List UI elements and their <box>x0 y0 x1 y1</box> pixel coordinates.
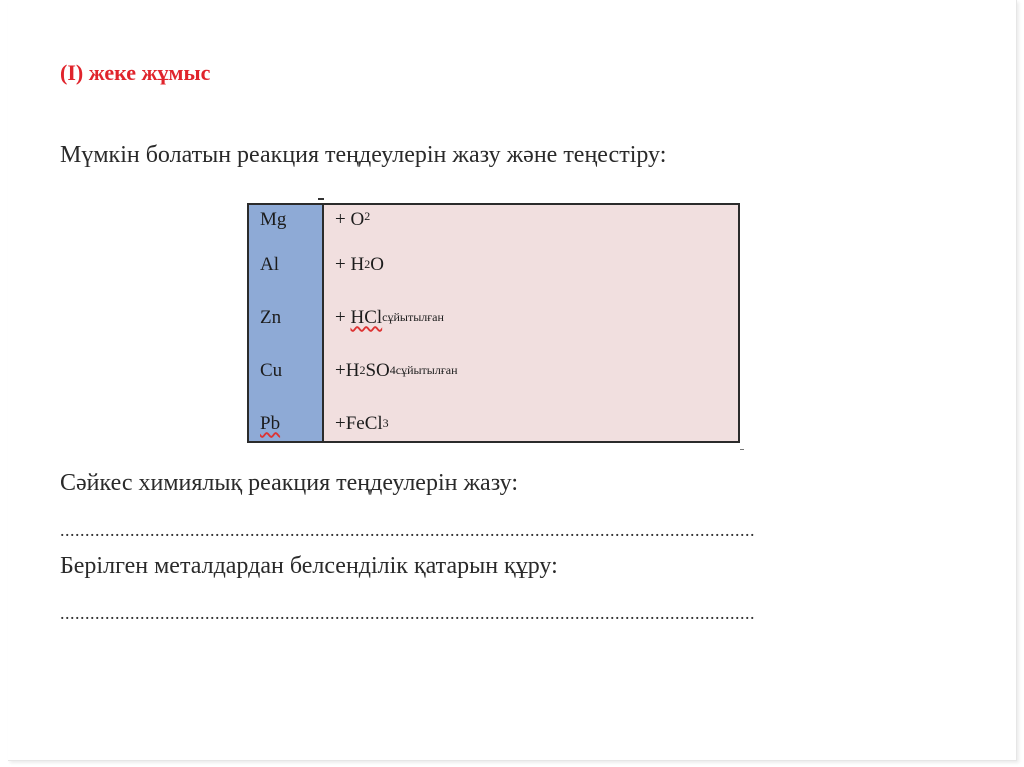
answer-line-1: ........................................................................................................................................... <box>60 520 755 540</box>
metal-cell: Zn <box>260 306 282 328</box>
reagent-cell-h2o <box>324 238 738 291</box>
task-write-equations: Сәйкес химиялық реакция теңдеулерін жазу: <box>60 470 519 496</box>
reagent-prefix: + <box>335 253 346 275</box>
reaction-table <box>247 203 740 443</box>
reagent-subscript: 3 <box>382 416 389 430</box>
reagent-note: сұйытылған <box>382 310 444 324</box>
reagent-subscript: 2 <box>364 257 371 271</box>
metal-cell: Pb <box>260 412 281 434</box>
reagent-cell-o2 <box>324 205 738 238</box>
reagent-formula: H <box>345 359 360 381</box>
task-activity-series: Берілген металдардан белсенділік қатарын құру: <box>60 553 558 579</box>
reagent-cell-fecl3 <box>324 397 738 450</box>
reagent-prefix: + <box>335 209 346 230</box>
reagent-cell-hcl <box>324 291 738 344</box>
reagent-formula: HCl <box>350 306 383 328</box>
reagent-tail: O <box>370 253 384 275</box>
reagent-subscript: 2 <box>359 363 366 377</box>
reagent-tail: SO <box>365 359 390 381</box>
task-balance-equations: Мүмкін болатын реакция теңдеулерін жазу және теңестіру: <box>60 142 667 168</box>
worksheet-heading: (І) жеке жұмыс <box>60 60 211 85</box>
metal-cell: Al <box>260 253 279 275</box>
table-corner-mark <box>740 445 744 450</box>
reagent-prefix: + <box>335 412 346 434</box>
metal-cell: Mg <box>260 209 287 230</box>
metal-cell: Cu <box>260 359 283 381</box>
reagent-cell-h2so4 <box>324 344 738 397</box>
reagent-formula: O <box>350 209 365 230</box>
reagent-tail-subscript: 4 <box>389 363 396 377</box>
answer-line-2: ........................................................................................................................................... <box>60 603 755 623</box>
reagent-note: сұйытылған <box>395 363 458 377</box>
reagent-formula: H <box>350 253 365 275</box>
reagent-subscript: 2 <box>364 209 371 223</box>
reagent-prefix: + <box>335 359 346 381</box>
reagent-prefix: + <box>335 306 346 328</box>
reagents-column <box>324 205 738 441</box>
metals-column <box>249 205 324 441</box>
reagent-formula: FeCl <box>345 412 383 434</box>
